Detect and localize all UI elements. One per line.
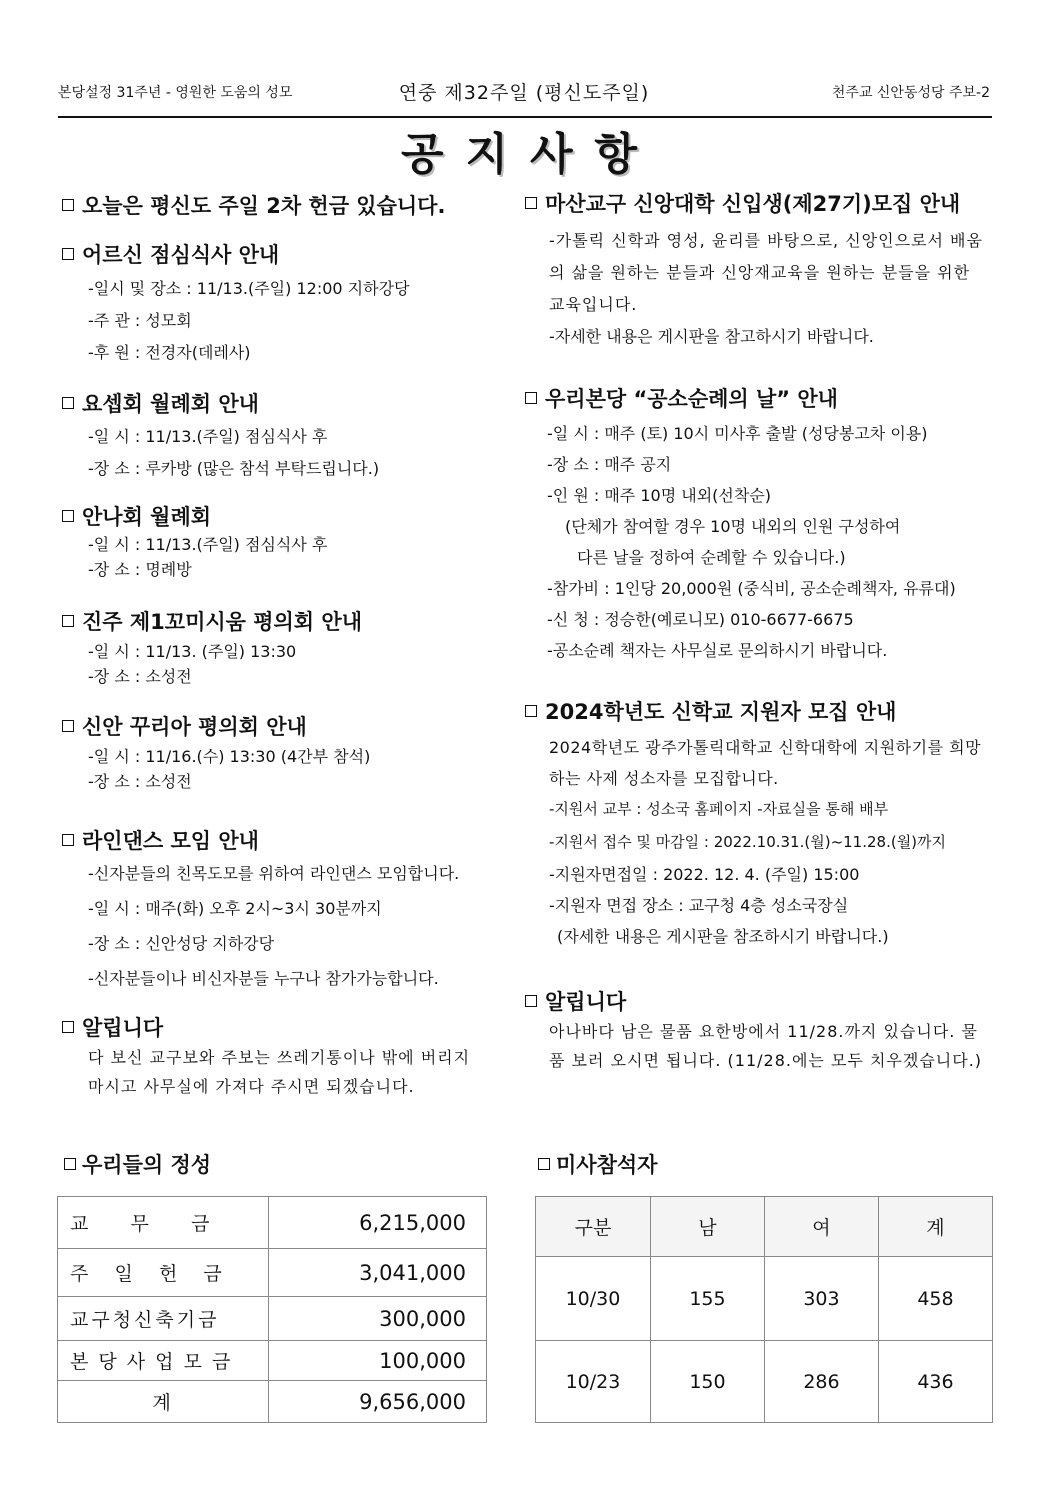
header-cell: 여 bbox=[764, 1197, 878, 1257]
page-header bbox=[58, 78, 990, 108]
section-text: -가톨릭 신학과 영성, 윤리를 바탕으로, 신앙인으로서 배움의 삶을 원하는 분들과 신앙재교육을 원하는 분들을 위한 교육입니다. bbox=[549, 231, 983, 314]
section-title: 요셉회 월례회 안내 bbox=[82, 392, 259, 416]
table-row bbox=[58, 1381, 487, 1423]
attendance-table bbox=[535, 1196, 993, 1423]
offerings-table bbox=[57, 1196, 487, 1423]
detail-line: (단체가 참여할 경우 10명 내외의 인원 구성하여 bbox=[565, 517, 901, 536]
offering-label: 주 일 헌 금 bbox=[58, 1249, 269, 1297]
detail-line: -신자분들이나 비신자분들 누구나 참가가능합니다. bbox=[88, 969, 439, 988]
checkbox-bullet-icon bbox=[525, 392, 537, 404]
notice-offering bbox=[62, 191, 445, 221]
offering-amount: 6,215,000 bbox=[269, 1197, 487, 1249]
checkbox-bullet-icon bbox=[64, 1158, 76, 1170]
notice-joseph bbox=[62, 389, 379, 485]
offering-total-amount: 9,656,000 bbox=[269, 1381, 487, 1423]
checkbox-bullet-icon bbox=[538, 1158, 550, 1170]
detail-line: -일 시 : 11/13.(주일) 점심식사 후 bbox=[88, 427, 328, 446]
detail-line: -일 시 : 매주 (토) 10시 미사후 출발 (성당봉고차 이용) bbox=[547, 424, 928, 443]
section-title: 오늘은 평신도 주일 2차 헌금 있습니다. bbox=[82, 194, 446, 218]
section-note: -자세한 내용은 게시판을 참고하시기 바랍니다. bbox=[549, 327, 874, 346]
table-header-row bbox=[536, 1197, 993, 1257]
detail-line: -참가비 : 1인당 20,000원 (중식비, 공소순례책자, 유류대) bbox=[547, 579, 956, 598]
checkbox-bullet-icon bbox=[62, 615, 74, 627]
offering-label: 교 무 금 bbox=[58, 1197, 269, 1249]
table-row bbox=[58, 1197, 487, 1249]
offering-amount: 100,000 bbox=[269, 1341, 487, 1381]
checkbox-bullet-icon bbox=[525, 197, 537, 209]
section-title: 우리본당 “공소순례의 날” 안내 bbox=[545, 387, 838, 411]
table-row bbox=[58, 1297, 487, 1341]
notice-anna bbox=[62, 502, 327, 582]
notice-curia bbox=[62, 712, 370, 794]
detail-line: -일 시 : 11/16.(수) 13:30 (4간부 참석) bbox=[88, 747, 371, 766]
detail-line: -장 소 : 명례방 bbox=[88, 560, 192, 579]
detail-line: -지원서 접수 및 마감일 : 2022.10.31.(월)~11.28.(월)까지 bbox=[549, 833, 947, 851]
header-cell: 계 bbox=[878, 1197, 992, 1257]
detail-line: -지원자면접일 : 2022. 12. 4. (주일) 15:00 bbox=[549, 865, 860, 884]
checkbox-bullet-icon bbox=[62, 720, 74, 732]
notice-bulletin-return bbox=[62, 1013, 490, 1101]
offerings-title: 우리들의 정성 bbox=[82, 1153, 212, 1177]
checkbox-bullet-icon bbox=[62, 834, 74, 846]
detail-line: -신 청 : 정승한(예로니모) 010-6677-6675 bbox=[547, 610, 854, 629]
page-title: 공지사항 bbox=[400, 129, 659, 180]
table-cell: 10/30 bbox=[536, 1257, 651, 1341]
header-left: 본당설정 31주년 - 영원한 도움의 성모 bbox=[58, 85, 293, 101]
notice-anabada bbox=[525, 987, 990, 1075]
table-row bbox=[536, 1257, 993, 1341]
header-cell: 남 bbox=[650, 1197, 764, 1257]
checkbox-bullet-icon bbox=[62, 199, 74, 211]
offering-amount: 3,041,000 bbox=[269, 1249, 487, 1297]
detail-line: -장 소 : 매주 공지 bbox=[547, 455, 672, 474]
detail-line: -인 원 : 매주 10명 내외(선착순) bbox=[547, 486, 771, 505]
detail-line: -신자분들의 친목도모를 위하여 라인댄스 모임합니다. bbox=[88, 864, 460, 883]
offerings-heading bbox=[64, 1149, 211, 1179]
table-row bbox=[536, 1341, 993, 1423]
section-title: 진주 제1꼬미시움 평의회 안내 bbox=[82, 610, 362, 634]
detail-line: -일 시 : 매주(화) 오후 2시~3시 30분까지 bbox=[88, 899, 382, 918]
detail-line: -일 시 : 11/13. (주일) 13:30 bbox=[88, 642, 297, 661]
offering-label: 교구청신축기금 bbox=[58, 1297, 269, 1341]
offering-label: 본 당 사 업 모 금 bbox=[58, 1341, 269, 1381]
header-center: 연중 제32주일 (평신도주일) bbox=[398, 82, 650, 104]
notice-pilgrimage bbox=[525, 384, 990, 666]
checkbox-bullet-icon bbox=[62, 510, 74, 522]
notice-line-dance bbox=[62, 826, 459, 996]
table-row bbox=[58, 1341, 487, 1381]
checkbox-bullet-icon bbox=[525, 705, 537, 717]
detail-line: -일시 및 장소 : 11/13.(주일) 12:00 지하강당 bbox=[88, 279, 410, 298]
notice-faith-college bbox=[525, 189, 990, 353]
checkbox-bullet-icon bbox=[62, 248, 74, 260]
header-cell: 구분 bbox=[536, 1197, 651, 1257]
section-title: 안나회 월례회 bbox=[82, 505, 212, 529]
table-cell: 458 bbox=[878, 1257, 992, 1341]
detail-line: -장 소 : 소성전 bbox=[88, 772, 192, 791]
detail-line: -장 소 : 루카방 (많은 참석 부탁드립니다.) bbox=[88, 459, 380, 478]
section-title: 알립니다 bbox=[545, 990, 627, 1014]
section-title: 신안 꾸리아 평의회 안내 bbox=[82, 715, 307, 739]
offering-total-label: 계 bbox=[58, 1381, 269, 1423]
table-cell: 436 bbox=[878, 1341, 992, 1423]
detail-line: -일 시 : 11/13.(주일) 점심식사 후 bbox=[88, 535, 328, 554]
detail-line: -지원서 교부 : 성소국 홈페이지 -자료실을 통해 배부 bbox=[549, 800, 889, 818]
section-title: 라인댄스 모임 안내 bbox=[82, 829, 259, 853]
section-title: 마산교구 신앙대학 신입생(제27기)모집 안내 bbox=[545, 192, 961, 216]
checkbox-bullet-icon bbox=[62, 1021, 74, 1033]
checkbox-bullet-icon bbox=[62, 397, 74, 409]
detail-line: -지원자 면접 장소 : 교구청 4층 성소국장실 bbox=[549, 896, 849, 915]
notice-comitium bbox=[62, 607, 362, 689]
detail-line: -장 소 : 신안성당 지하강당 bbox=[88, 934, 275, 953]
section-title: 알립니다 bbox=[82, 1016, 164, 1040]
section-text: 다 보신 교구보와 주보는 쓰레기통이나 밖에 버리지 마시고 사무실에 가져다 주시면 되겠습니다. bbox=[88, 1048, 471, 1096]
offering-amount: 300,000 bbox=[269, 1297, 487, 1341]
detail-line: -장 소 : 소성전 bbox=[88, 667, 192, 686]
table-cell: 150 bbox=[650, 1341, 764, 1423]
detail-line: (자세한 내용은 게시판을 참조하시기 바랍니다.) bbox=[557, 927, 889, 946]
section-text: 2024학년도 광주가톨릭대학교 신학대학에 지원하기를 희망하는 사제 성소자를 모집합니다. bbox=[549, 738, 982, 788]
header-right: 천주교 신안동성당 주보-2 bbox=[831, 85, 990, 101]
detail-line: 다른 날을 정하여 순례할 수 있습니다.) bbox=[577, 548, 846, 567]
section-title: 어르신 점심식사 안내 bbox=[82, 243, 280, 267]
table-cell: 286 bbox=[764, 1341, 878, 1423]
notice-seminary-recruit bbox=[525, 697, 990, 952]
table-row bbox=[58, 1249, 487, 1297]
section-title: 2024학년도 신학교 지원자 모집 안내 bbox=[545, 700, 897, 724]
table-cell: 303 bbox=[764, 1257, 878, 1341]
detail-line: -후 원 : 전경자(데레사) bbox=[88, 343, 251, 362]
table-cell: 10/23 bbox=[536, 1341, 651, 1423]
section-text: 아나바다 남은 물품 요한방에서 11/28.까지 있습니다. 물품 보러 오시면 됩니다. (11/28.에는 모두 치우겠습니다.) bbox=[549, 1022, 983, 1070]
attendance-title: 미사참석자 bbox=[556, 1153, 658, 1177]
notice-elder-lunch bbox=[62, 240, 410, 369]
detail-line: -주 관 : 성모회 bbox=[88, 311, 192, 330]
detail-line: -공소순례 책자는 사무실로 문의하시기 바랍니다. bbox=[547, 641, 888, 660]
checkbox-bullet-icon bbox=[525, 995, 537, 1007]
attendance-heading bbox=[538, 1149, 657, 1179]
table-cell: 155 bbox=[650, 1257, 764, 1341]
